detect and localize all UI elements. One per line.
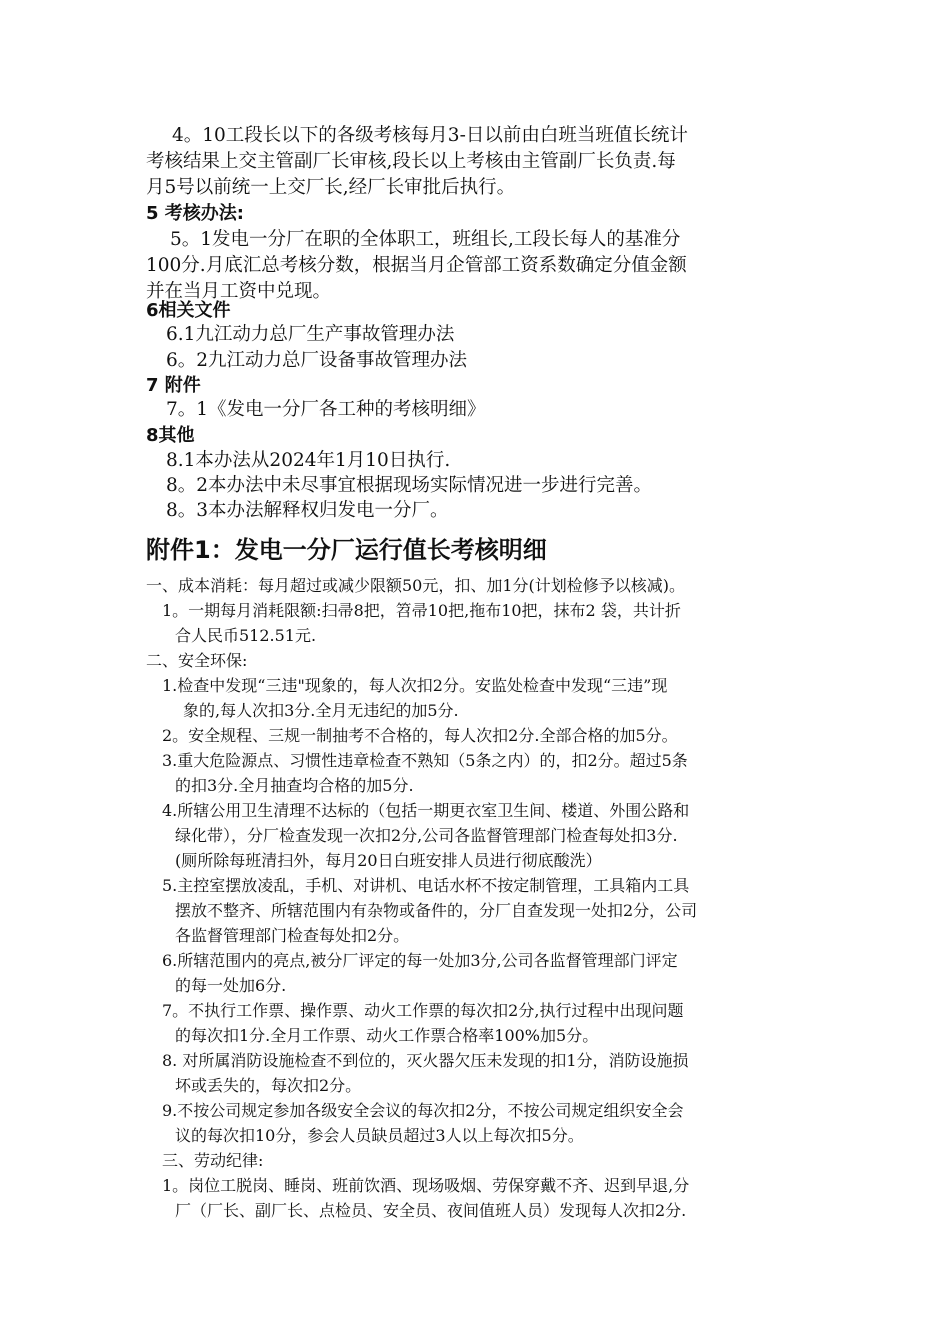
annex-line: 5.主控室摆放凌乱，手机、对讲机、电话水杯不按定制管理，工具箱内工具 — [162, 876, 690, 895]
paragraph-line: 月5号以前统一上交厂长,经厂长审批后执行。 — [146, 177, 516, 198]
list-item: 8.1本办法从2024年1月10日执行. — [166, 450, 451, 471]
paragraph-line: 4。10工段长以下的各级考核每月3-日以前由白班当班值长统计 — [172, 125, 688, 146]
annex-line: 1。岗位工脱岗、睡岗、班前饮酒、现场吸烟、劳保穿戴不齐、迟到早退,分 — [162, 1176, 690, 1195]
annex-line: 4.所辖公用卫生清理不达标的（包括一期更衣室卫生间、楼道、外围公路和 — [162, 801, 690, 820]
annex-line: 一、成本消耗：每月超过或减少限额50元，扣、加1分(计划检修予以核减)。 — [146, 576, 686, 595]
annex-line: 的每一处加6分. — [175, 976, 287, 995]
section-heading: 7 附件 — [146, 375, 201, 396]
annex-line: 绿化带），分厂检查发现一次扣2分,公司各监督管理部门检查每处扣3分. — [175, 826, 678, 845]
paragraph-line: 100分.月底汇总考核分数，根据当月企管部工资系数确定分值金额 — [146, 255, 687, 276]
annex-line: 1.检查中发现“三违"现象的，每人次扣2分。安监处检查中发现“三违”现 — [162, 676, 668, 695]
annex-line: 坏或丢失的，每次扣2分。 — [175, 1076, 362, 1095]
list-item: 7。1《发电一分厂各工种的考核明细》 — [166, 399, 486, 420]
paragraph-line: 5。1发电一分厂在职的全体职工，班组长,工段长每人的基准分 — [170, 229, 681, 250]
annex-line: 的扣3分.全月抽查均合格的加5分. — [175, 776, 414, 795]
annex-line: 的每次扣1分.全月工作票、动火工作票合格率100%加5分。 — [175, 1026, 599, 1045]
annex-line: 7。不执行工作票、操作票、动火工作票的每次扣2分,执行过程中出现问题 — [162, 1001, 684, 1020]
annex-title: 附件1：发电一分厂运行值长考核明细 — [146, 536, 547, 564]
annex-line: 6.所辖范围内的亮点,被分厂评定的每一处加3分,公司各监督管理部门评定 — [162, 951, 678, 970]
list-item: 8。2本办法中未尽事宜根据现场实际情况进一步进行完善。 — [166, 475, 653, 496]
annex-line: 议的每次扣10分，参会人员缺员超过3人以上每次扣5分。 — [175, 1126, 584, 1145]
section-heading: 5 考核办法: — [146, 203, 244, 224]
annex-line: 象的,每人次扣3分.全月无违纪的加5分. — [183, 701, 459, 720]
annex-line: (厕所除每班清扫外，每月20日白班安排人员进行彻底酸洗） — [175, 851, 602, 870]
annex-line: 二、安全环保: — [146, 651, 248, 670]
annex-line: 各监督管理部门检查每处扣2分。 — [175, 926, 410, 945]
annex-line: 2。安全规程、三规一制抽考不合格的，每人次扣2分.全部合格的加5分。 — [162, 726, 678, 745]
annex-line: 3.重大危险源点、习惯性违章检查不熟知（5条之内）的，扣2分。超过5条 — [162, 751, 688, 770]
section-heading: 6相关文件 — [146, 300, 231, 321]
list-item: 6。2九江动力总厂设备事故管理办法 — [166, 350, 468, 371]
annex-line: 摆放不整齐、所辖范围内有杂物或备件的，分厂自查发现一处扣2分，公司 — [175, 901, 698, 920]
section-heading: 8其他 — [146, 425, 195, 446]
annex-line: 9.不按公司规定参加各级安全会议的每次扣2分，不按公司规定组织安全会 — [162, 1101, 684, 1120]
annex-line: 合人民币512.51元. — [175, 626, 317, 645]
list-item: 6.1九江动力总厂生产事故管理办法 — [166, 324, 455, 345]
annex-line: 1。一期每月消耗限额:扫帚8把，笤帚10把,拖布10把，抹布2 袋，共计折 — [162, 601, 681, 620]
paragraph-line: 并在当月工资中兑现。 — [146, 281, 332, 302]
list-item: 8。3本办法解释权归发电一分厂。 — [166, 500, 449, 521]
annex-line: 三、劳动纪律: — [162, 1151, 264, 1170]
paragraph-line: 考核结果上交主管副厂长审核,段长以上考核由主管副厂长负责.每 — [146, 151, 676, 172]
annex-line: 厂（厂长、副厂长、点检员、安全员、夜间值班人员）发现每人次扣2分. — [175, 1201, 687, 1220]
annex-line: 8. 对所属消防设施检查不到位的，灭火器欠压未发现的扣1分，消防设施损 — [162, 1051, 689, 1070]
